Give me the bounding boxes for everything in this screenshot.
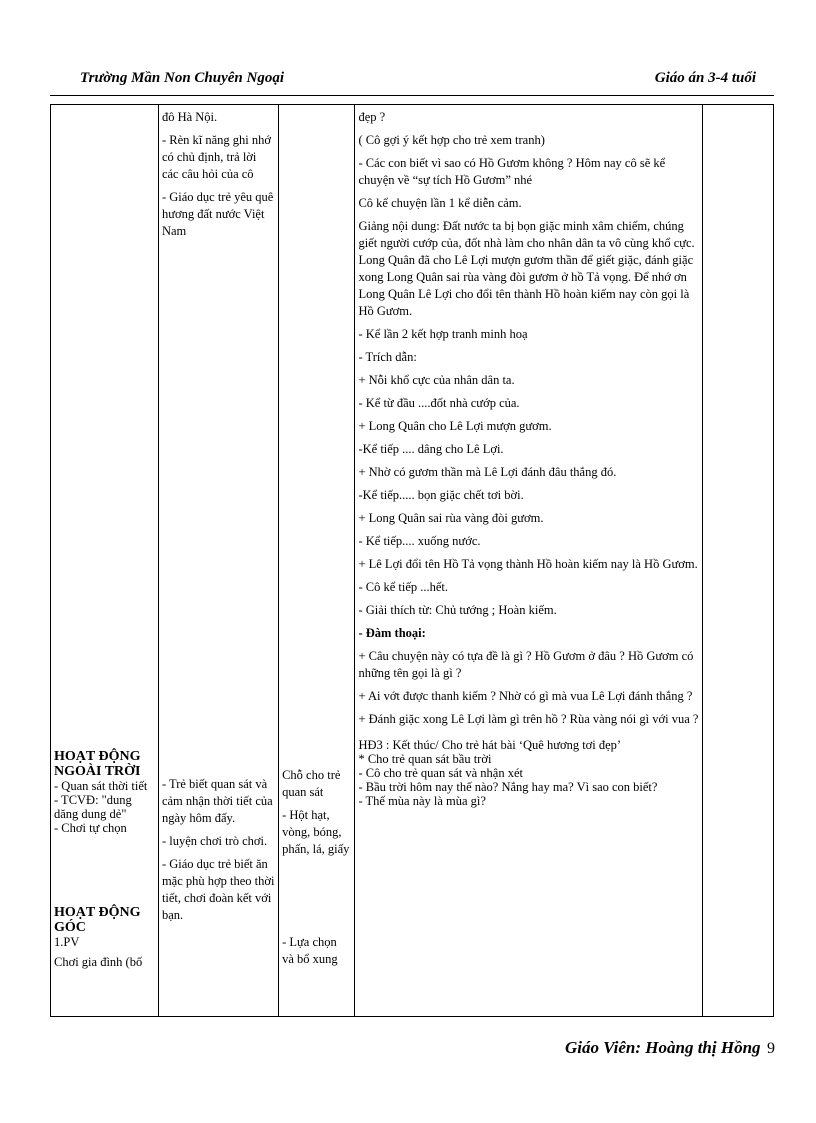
activity-column	[51, 105, 159, 1017]
goals-column	[158, 105, 278, 1017]
table-row	[51, 105, 774, 1017]
procedure-line: * Cho trẻ quan sát bầu trời	[358, 752, 492, 766]
procedure-line: HĐ3 : Kết thúc/ Cho trẻ hát bài ‘Quê hương tơi đẹp’	[358, 738, 622, 752]
lesson-plan-table	[50, 104, 774, 1017]
procedure-line: - Đàm thoại:	[358, 626, 426, 640]
procedure-line: + Lê Lợi đổi tên Hồ Tả vọng thành Hồ hoàn kiếm nay là Hồ Gươm.	[358, 557, 698, 571]
procedure-line: - Kể tiếp.... xuống nước.	[358, 534, 481, 548]
procedure-line: - Cô kể tiếp ...hết.	[358, 580, 449, 594]
prep-text: - Lựa chọn và bổ xung	[282, 935, 338, 966]
header-divider	[50, 95, 774, 96]
procedure-line: - Trích dẫn:	[358, 350, 417, 364]
goal-text: - Giáo dục trẻ yêu quê hương đất nước Việt Nam	[161, 190, 274, 238]
procedure-line: - Kể lần 2 kết hợp tranh minh hoạ	[358, 327, 528, 341]
activity-item: Chơi gia đình (bố	[54, 955, 143, 969]
page-number: 9	[767, 1040, 775, 1057]
activity-item: - Quan sát thời tiết	[54, 779, 148, 793]
procedure-column	[355, 105, 702, 1017]
goal-text: - Rèn kĩ năng ghi nhớ có chủ định, trả lời các câu hỏi của cô	[161, 133, 271, 181]
procedure-line: - Thế mùa này là mùa gì?	[358, 794, 486, 808]
preparation-column	[279, 105, 355, 1017]
procedure-line: -Kể tiếp .... dâng cho Lê Lợi.	[358, 442, 504, 456]
goal-text: - Trẻ biết quan sát và cảm nhận thời tiết của ngày hôm đấy.	[161, 777, 273, 825]
prep-text: Chỗ cho trẻ quan sát	[282, 768, 341, 799]
procedure-line: Giảng nội dung: Đất nước ta bị bọn giặc minh xâm chiếm, chúng giết người cướp của, đốt nhà làm cho nhân dân ta vô cùng khổ cực. Long Quân đã cho Lê Lợi mượn gươm thần để giết giặc, đánh giặc xong Long Quân sai rùa vàng đòi gươm ở hồ Tả vọng. Để nhớ ơn Long Quân Lê Lợi cho đổi tên thành Hồ hoàn kiếm nay còn gọi là Hồ Gươm.	[358, 219, 695, 318]
procedure-line: - Bầu trời hôm nay thế nào? Nắng hay ma? Vì sao con biết?	[358, 780, 658, 794]
corner-section	[54, 905, 155, 969]
procedure-line: + Ai vớt được thanh kiếm ? Nhờ có gì mà vua Lê Lợi đánh thắng ?	[358, 689, 693, 703]
procedure-line: - Cô cho trẻ quan sát và nhận xét	[358, 766, 523, 780]
procedure-line: - Giải thích từ: Chủ tướng ; Hoàn kiếm.	[358, 603, 557, 617]
activity-item: - TCVĐ: "dung dăng dung dẻ"	[54, 793, 132, 821]
school-name: Trường Mần Non Chuyên Ngoại	[80, 70, 285, 86]
goal-text: - Giáo dục trẻ biết ăn mặc phù hợp theo thời tiết, chơi đoàn kết với bạn.	[161, 857, 275, 922]
procedure-line: + Câu chuyện này có tựa đề là gì ? Hồ Gươm ở đâu ? Hồ Gươm có những tên gọi là gì ?	[358, 649, 694, 680]
procedure-line: - Các con biết vì sao có Hồ Gươm không ? Hôm nay cô sẽ kể chuyện về “sự tích Hồ Gươm” nhé	[358, 156, 666, 187]
outdoor-section	[54, 749, 155, 835]
activity-item: 1.PV	[54, 935, 80, 949]
teacher-name: Giáo Viên: Hoàng thị Hồng	[565, 1038, 761, 1057]
activity-item: - Chơi tự chọn	[54, 821, 127, 835]
procedure-line: + Nỗi khổ cực của nhân dân ta.	[358, 373, 515, 387]
section-title-outdoor: HOẠT ĐỘNG NGOÀI TRỜI	[54, 749, 141, 779]
notes-column	[702, 105, 773, 1017]
procedure-line: + Đánh giặc xong Lê Lợi làm gì trên hồ ? Rùa vàng nói gì với vua ?	[358, 712, 699, 726]
goal-text: - luyện chơi trò chơi.	[161, 834, 268, 848]
prep-text: - Hột hạt, vòng, bóng, phấn, lá, giấy	[282, 808, 350, 856]
section-title-corner: HOẠT ĐỘNG GÓC	[54, 905, 141, 935]
procedure-line: ( Cô gợi ý kết hợp cho trẻ xem tranh)	[358, 133, 545, 147]
procedure-line: - Kể từ đầu ....đốt nhà cướp của.	[358, 396, 520, 410]
procedure-line: + Long Quân cho Lê Lợi mượn gươm.	[358, 419, 552, 433]
procedure-line: + Long Quân sai rùa vàng đòi gươm.	[358, 511, 544, 525]
document-type: Giáo án 3-4 tuổi	[654, 70, 756, 86]
procedure-line: + Nhờ có gươm thần mà Lê Lợi đánh đâu thắng đó.	[358, 465, 617, 479]
procedure-line: -Kể tiếp..... bọn giặc chết tơi bời.	[358, 488, 524, 502]
goal-text: đô Hà Nội.	[161, 110, 218, 124]
procedure-line: đẹp ?	[358, 110, 386, 124]
procedure-line: Cô kể chuyện lần 1 kể diễn cảm.	[358, 196, 522, 210]
